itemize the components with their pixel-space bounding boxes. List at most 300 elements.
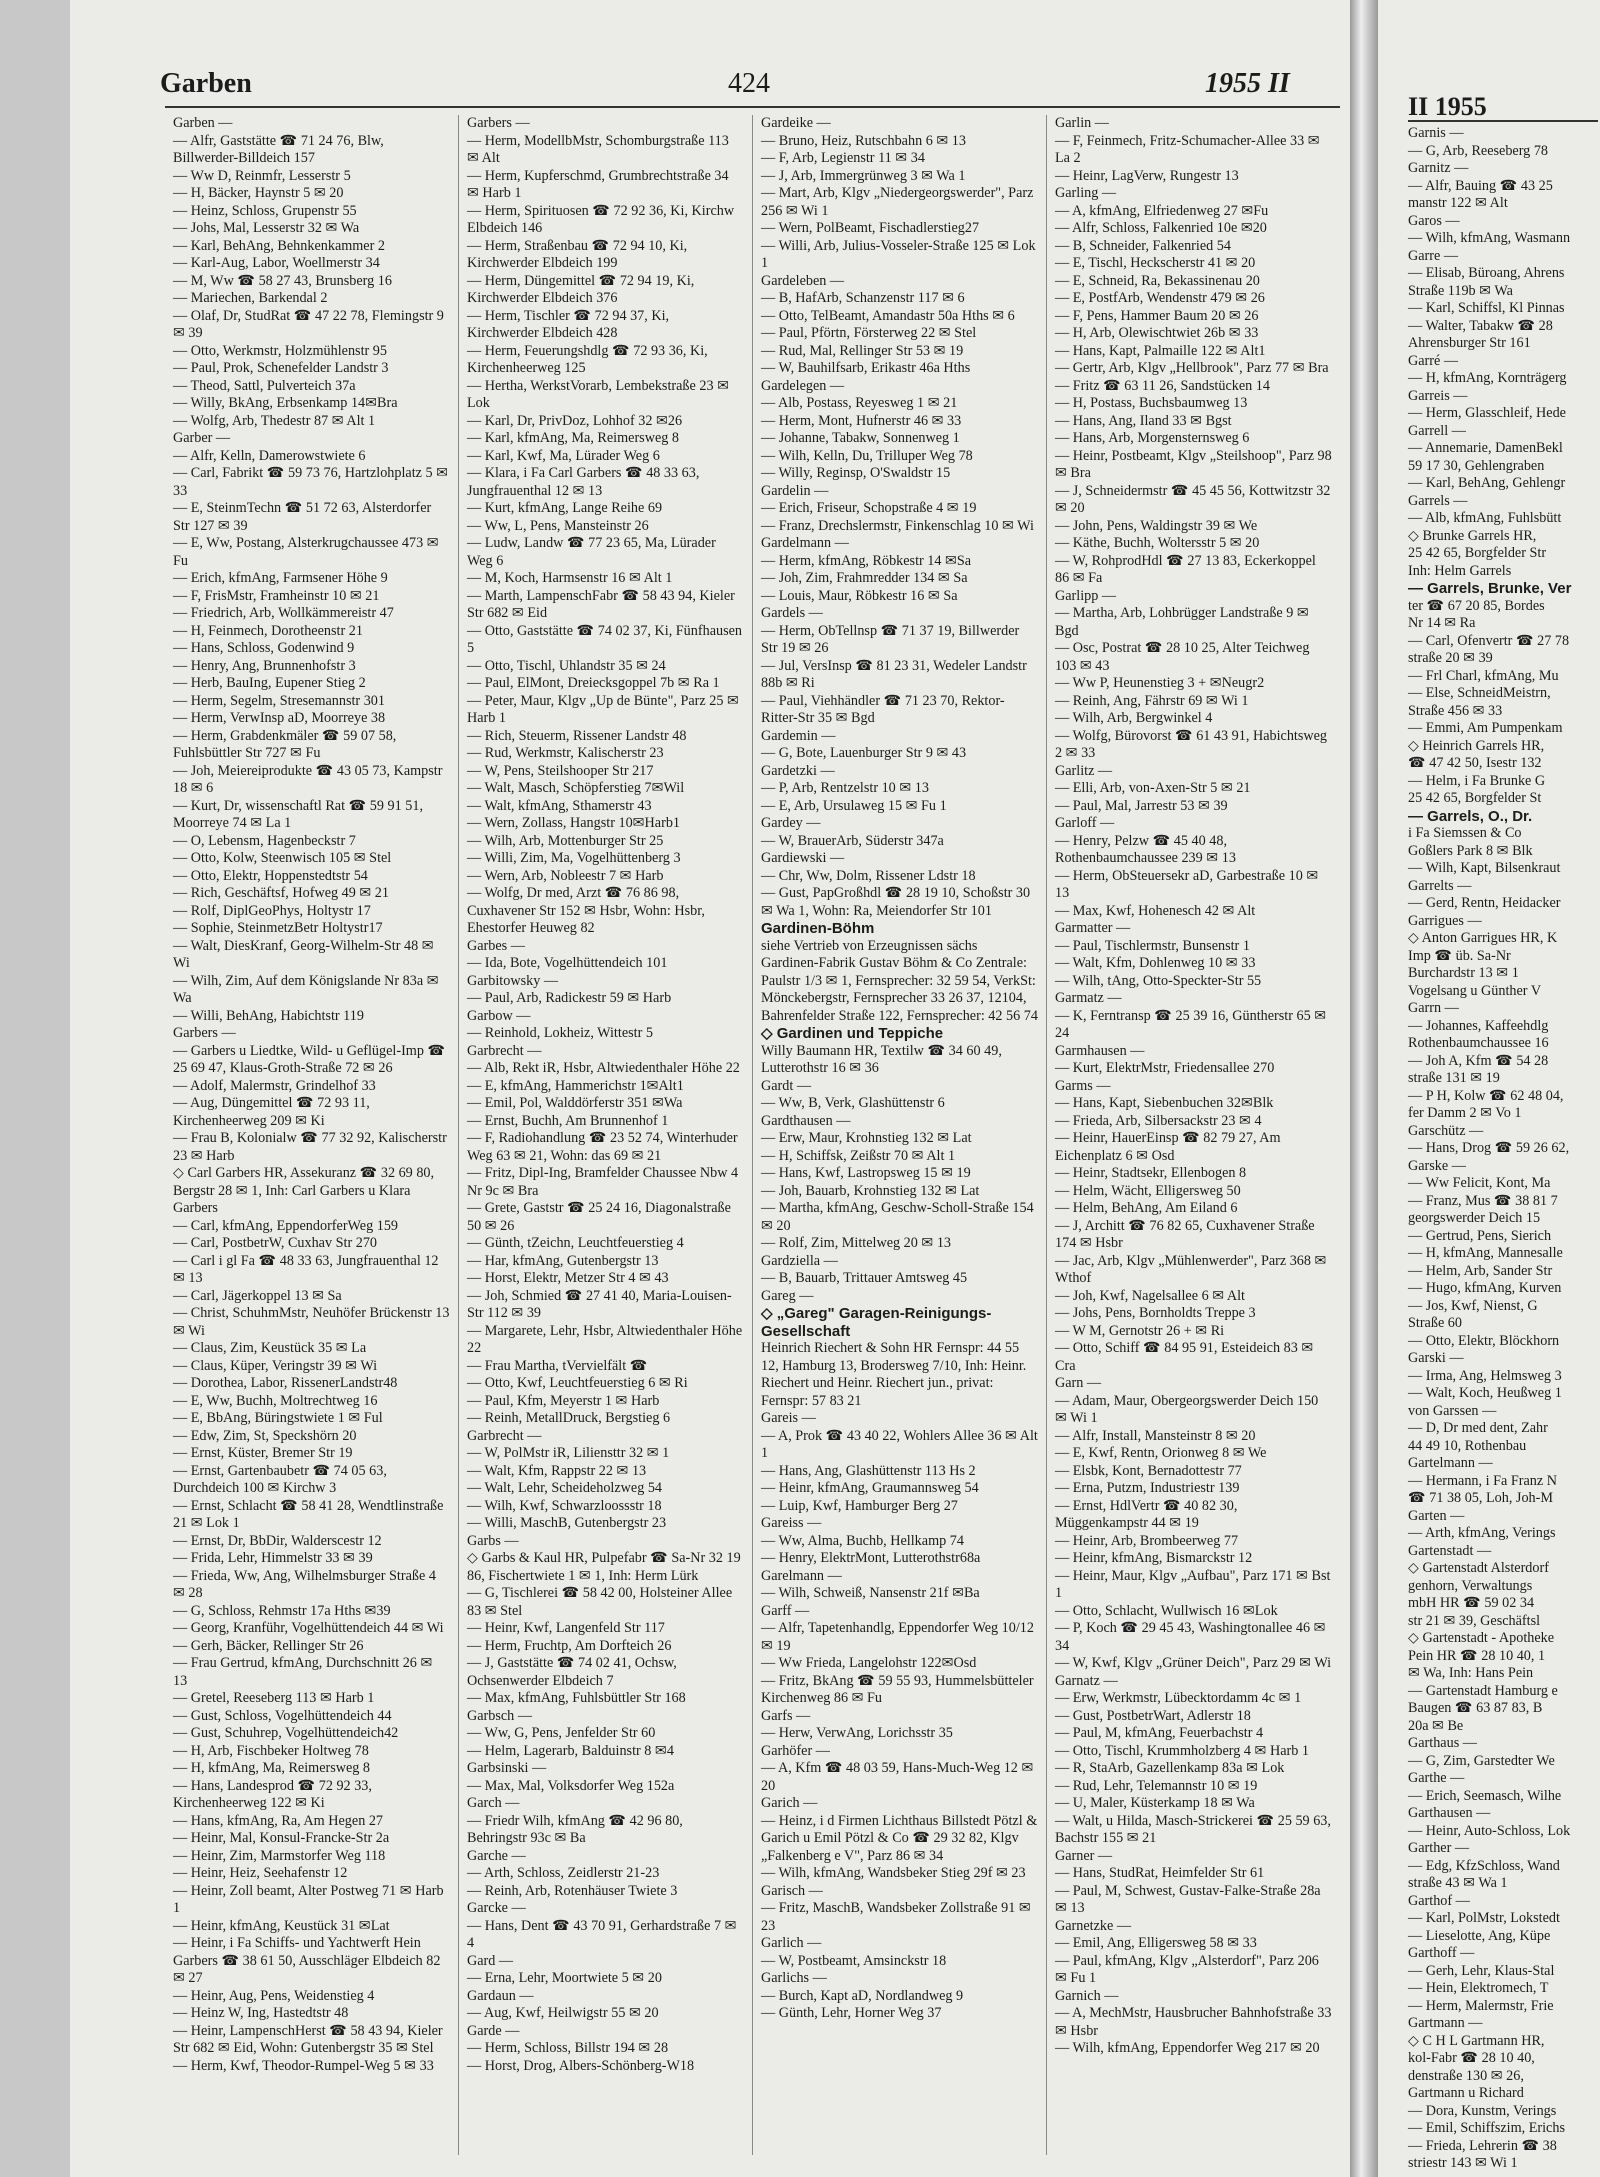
- facing-entry: Garthe —: [1408, 1770, 1465, 1786]
- facing-entry: 20a ✉ Be: [1408, 1717, 1464, 1734]
- facing-entry: mbH HR ☎ 59 02 34: [1408, 1595, 1535, 1611]
- directory-entry: — Otto, Tischl, Krummholzberg 4 ✉ Harb 1: [1055, 1742, 1309, 1759]
- directory-entry: Gard —: [467, 1952, 514, 1969]
- directory-entry: — Hans, Landesprod ☎ 72 92 33, Kirchenheerweg 122 ✉ Ki: [173, 1777, 372, 1811]
- directory-entry: — F, Feinmech, Fritz-Schumacher-Allee 33 ✉ La 2: [1055, 132, 1320, 166]
- facing-entry: Garthaus —: [1408, 1735, 1477, 1751]
- directory-entry: — F, Radiohandlung ☎ 23 52 74, Winterhuder Weg 63 ✉ 21, Wohn: das 69 ✉ 21: [467, 1130, 738, 1164]
- directory-entry: — Heinr, Stadtsekr, Ellenbogen 8: [1055, 1165, 1247, 1181]
- directory-entry: — Paul, Viehhändler ☎ 71 23 70, Rektor-Ritter-Str 35 ✉ Bgd: [761, 692, 1005, 726]
- facing-entry: — Dora, Kunstm, Verings: [1408, 2102, 1557, 2119]
- directory-entry: Gareiss —: [761, 1515, 822, 1531]
- directory-entry: — Herm, Straßenbau ☎ 72 94 10, Ki, Kirchwerder Elbdeich 199: [467, 237, 688, 271]
- directory-entry: — Margarete, Lehr, Hsbr, Altwiedenthaler Höhe 22: [467, 1322, 743, 1356]
- directory-entry: Gardziella —: [761, 1252, 838, 1269]
- directory-entry: Garbitowsky —: [467, 972, 559, 989]
- directory-entry: — Erna, Lehr, Moortwiete 5 ✉ 20: [467, 1970, 662, 1986]
- directory-entry: — A, MechMstr, Hausbrucher Bahnhofstraße 33 ✉ Hsbr: [1055, 2005, 1332, 2039]
- directory-entry: Garlichs —: [761, 1970, 827, 1986]
- facing-entry: ◇ Brunke Garrels HR,: [1408, 527, 1537, 544]
- directory-entry: Gardeleben —: [761, 272, 845, 289]
- directory-entry: — W, BrauerArb, Süderstr 347a: [761, 832, 944, 849]
- directory-entry: Garisch —: [761, 1882, 823, 1899]
- directory-entry: — Louis, Maur, Röbkestr 16 ✉ Sa: [761, 587, 958, 604]
- directory-entry: Garfs —: [761, 1707, 811, 1724]
- directory-entry: — Walt, Kfm, Rappstr 22 ✉ 13: [467, 1462, 647, 1479]
- directory-entry: — Elli, Arb, von-Axen-Str 5 ✉ 21: [1055, 780, 1251, 796]
- directory-entry: — Heinz, i d Firmen Lichthaus Billstedt Pötzl & Garich u Emil Pötzl & Co ☎ 29 32 82, Klgv „Falkenberg e V", Parz 86 ✉ 34: [761, 1812, 1038, 1864]
- directory-entry: — Otto, Schiff ☎ 84 95 91, Esteideich 83 ✉ Cra: [1055, 1340, 1314, 1374]
- facing-entry: Burchardstr 13 ✉ 1: [1408, 965, 1519, 981]
- directory-entry: — Wilh, Arb, Bergwinkel 4: [1055, 710, 1213, 726]
- directory-entry: — G, Tischlerei ☎ 58 42 00, Holsteiner Allee 83 ✉ Stel: [467, 1585, 733, 1619]
- directory-entry: Garn —: [1055, 1375, 1102, 1391]
- directory-entry: — Walt, u Hilda, Masch-Strickerei ☎ 25 59 63, Bachstr 155 ✉ 21: [1055, 1812, 1331, 1846]
- facing-entry: Straße 456 ✉ 33: [1408, 702, 1503, 719]
- directory-entry: — F, Arb, Legienstr 11 ✉ 34: [761, 150, 925, 166]
- directory-entry: — Helm, BehAng, Am Eiland 6: [1055, 1200, 1238, 1216]
- directory-entry: — W M, Gernotstr 26 + ✉ Ri: [1055, 1322, 1225, 1339]
- facing-entry: — Gartenstadt Hamburg e: [1408, 1682, 1558, 1699]
- directory-entry: — Herm, Düngemittel ☎ 72 94 19, Ki, Kirchwerder Elbdeich 376: [467, 272, 695, 306]
- directory-entry: — Sophie, SteinmetzBetr Holtystr17: [173, 920, 383, 936]
- directory-entry: — Hans, Kwf, Lastropsweg 15 ✉ 19: [761, 1165, 971, 1181]
- directory-entry: — Ernst, Küster, Bremer Str 19: [173, 1445, 353, 1461]
- directory-entry: — Erna, Putzm, Industriestr 139: [1055, 1480, 1240, 1496]
- directory-entry: — Herm, Spirituosen ☎ 72 92 36, Ki, Kirchw Elbdeich 146: [467, 202, 735, 236]
- directory-entry: — B, HafArb, Schanzenstr 117 ✉ 6: [761, 290, 965, 306]
- directory-entry: — Friedr Wilh, kfmAng ☎ 42 96 80, Behringstr 93c ✉ Ba: [467, 1812, 683, 1846]
- directory-entry: — Herb, BauIng, Eupener Stieg 2: [173, 675, 366, 691]
- directory-entry: — Ernst, Dr, BbDir, Walderscestr 12: [173, 1532, 382, 1549]
- directory-entry: — Henry, Pelzw ☎ 45 40 48, Rothenbaumchaussee 239 ✉ 13: [1055, 832, 1236, 866]
- directory-entry: — Wilh, kfmAng, Wandsbeker Stieg 29f ✉ 23: [761, 1865, 1026, 1881]
- directory-entry: — Martha, kfmAng, Geschw-Scholl-Straße 154 ✉ 20: [761, 1200, 1034, 1234]
- directory-entry: — Alb, Postass, Reyesweg 1 ✉ 21: [761, 395, 958, 411]
- directory-entry: — F, Pens, Hammer Baum 20 ✉ 26: [1055, 307, 1259, 324]
- facing-entry: — Gerd, Rentn, Heidacker: [1408, 895, 1561, 911]
- directory-entry: — Jac, Arb, Klgv „Mühlenwerder", Parz 368 ✉ Wthof: [1055, 1252, 1327, 1286]
- directory-entry: — Alfr, Tapetenhandlg, Eppendorfer Weg 10/12 ✉ 19: [761, 1620, 1034, 1654]
- directory-entry: Garnich —: [1055, 1987, 1119, 2004]
- directory-entry: — Emil, Ang, Elligersweg 58 ✉ 33: [1055, 1935, 1257, 1951]
- directory-entry: — Erw, Werkmstr, Lübecktordamm 4c ✉ 1: [1055, 1690, 1302, 1706]
- directory-entry: — Heinr, Zoll beamt, Alter Postweg 71 ✉ Harb 1: [173, 1882, 444, 1916]
- facing-column: [1408, 125, 1598, 2173]
- directory-entry: — Helm, Wächt, Elligersweg 50: [1055, 1182, 1241, 1199]
- directory-entry: — Fritz, MaschB, Wandsbeker Zollstraße 91 ✉ 23: [761, 1900, 1031, 1934]
- directory-entry: — Christ, SchuhmMstr, Neuhöfer Brückenstr 13 ✉ Wi: [173, 1305, 450, 1339]
- directory-entry: — Paul, Tischlermstr, Bunsenstr 1: [1055, 937, 1250, 954]
- directory-entry: — Paul, Pförtn, Försterweg 22 ✉ Stel: [761, 325, 977, 341]
- directory-entry: — Erw, Maur, Krohnstieg 132 ✉ Lat: [761, 1130, 972, 1146]
- facing-entry: ◇ Gartenstadt Alsterdorf: [1408, 1560, 1549, 1576]
- directory-entry: — Reinh, Ang, Fährstr 69 ✉ Wi 1: [1055, 692, 1249, 709]
- directory-entry: Garlin —: [1055, 115, 1109, 131]
- facing-entry: Garthof —: [1408, 1892, 1470, 1909]
- directory-entry: — Ww Frieda, Langelohstr 122✉Osd: [761, 1655, 977, 1671]
- directory-entry: — Karl, BehAng, Behnkenkammer 2: [173, 237, 385, 254]
- directory-entry: Garlipp —: [1055, 587, 1117, 604]
- directory-entry: — Ernst, Schlacht ☎ 58 41 28, Wendtlinstraße 21 ✉ Lok 1: [173, 1497, 444, 1531]
- directory-entry: — Rolf, DiplGeoPhys, Holtystr 17: [173, 902, 371, 919]
- directory-entry: — Hans, Arb, Morgensternsweg 6: [1055, 430, 1250, 446]
- directory-entry: Gardt —: [761, 1077, 812, 1094]
- directory-entry: — P, Koch ☎ 29 45 43, Washingtonallee 46 ✉ 34: [1055, 1620, 1326, 1654]
- directory-entry: — Wilh, Arb, Mottenburger Str 25: [467, 832, 664, 849]
- facing-header-rule: [1408, 120, 1598, 122]
- directory-entry: — Hertha, WerkstVorarb, Lembekstraße 23 ✉ Lok: [467, 377, 729, 411]
- directory-entry: Garche —: [467, 1847, 526, 1864]
- directory-entry: — E, Ww, Postang, Alsterkrugchaussee 473 ✉ Fu: [173, 535, 439, 569]
- directory-entry: — Frau Gertrud, kfmAng, Durchschnitt 26 ✉ 13: [173, 1655, 433, 1689]
- directory-entry: — Grete, Gaststr ☎ 25 24 16, Diagonalstraße 50 ✉ 26: [467, 1200, 731, 1234]
- directory-entry: — Chr, Ww, Dolm, Rissener Ldstr 18: [761, 867, 976, 884]
- directory-entry: — Heinr, Aug, Pens, Weidenstieg 4: [173, 1987, 375, 2004]
- directory-entry: — Alfr, Install, Mansteinstr 8 ✉ 20: [1055, 1427, 1256, 1444]
- directory-entry: — Alb, Rekt iR, Hsbr, Altwiedenthaler Höhe 22: [467, 1060, 740, 1076]
- directory-entry: Garmhausen —: [1055, 1042, 1145, 1059]
- facing-entry: Garrels —: [1408, 492, 1468, 509]
- facing-entry: Garschütz —: [1408, 1122, 1484, 1139]
- facing-entry: — Emil, Schiffszim, Erichs: [1408, 2120, 1565, 2136]
- directory-entry: ◇ „Gareg" Garagen-Reinigungs-Gesellschaft: [761, 1305, 992, 1340]
- directory-entry: — Frida, Lehr, Himmelstr 33 ✉ 39: [173, 1550, 373, 1566]
- directory-entry: — W, Pens, Steilshooper Str 217: [467, 762, 654, 779]
- directory-entry: — Heinr, Mal, Konsul-Francke-Str 2a: [173, 1830, 390, 1846]
- scan-left-edge: [0, 0, 70, 2177]
- directory-entry: — Erich, kfmAng, Farmsener Höhe 9: [173, 570, 388, 586]
- facing-entry: Rothenbaumchaussee 16: [1408, 1035, 1549, 1051]
- facing-page: [1378, 0, 1600, 2177]
- facing-entry: Garrn —: [1408, 1000, 1459, 1016]
- directory-entry: — Hans, Kapt, Palmaille 122 ✉ Alt1: [1055, 342, 1266, 359]
- directory-entry: — Herm, Tischler ☎ 72 94 37, Ki, Kirchwerder Elbdeich 428: [467, 307, 670, 341]
- directory-entry: — Otto, Gaststätte ☎ 74 02 37, Ki, Fünfhausen 5: [467, 622, 742, 656]
- directory-entry: — G, Schloss, Rehmstr 17a Hths ✉39: [173, 1602, 391, 1619]
- directory-entry: Garner —: [1055, 1847, 1113, 1864]
- facing-entry: denstraße 130 ✉ 26,: [1408, 2067, 1524, 2084]
- directory-entry: — Klara, i Fa Carl Garbers ☎ 48 33 63, Jungfrauenthal 12 ✉ 13: [467, 465, 700, 499]
- facing-entry: — Elisab, Büroang, Ahrens: [1408, 265, 1565, 281]
- directory-entry: — Johs, Mal, Lesserstr 32 ✉ Wa: [173, 220, 360, 236]
- facing-entry: — H, kfmAng, Mannesalle: [1408, 1245, 1563, 1261]
- directory-entry: — Rud, Werkmstr, Kalischerstr 23: [467, 745, 664, 761]
- facing-entry: Baugen ☎ 63 87 83, B: [1408, 1700, 1543, 1716]
- facing-entry: von Garssen —: [1408, 1402, 1497, 1419]
- directory-entry: — Hans, Schloss, Godenwind 9: [173, 640, 355, 656]
- directory-entry: Gardthausen —: [761, 1112, 851, 1129]
- directory-entry: ◇ Gardinen und Teppiche: [761, 1025, 944, 1042]
- directory-entry: — Paul, M, kfmAng, Feuerbachstr 4: [1055, 1725, 1264, 1741]
- directory-entry: — Hans, Ang, Glashüttenstr 113 Hs 2: [761, 1462, 976, 1479]
- directory-entry: — E, PostfArb, Wendenstr 479 ✉ 26: [1055, 290, 1265, 306]
- directory-entry: — E, SteinmTechn ☎ 51 72 63, Alsterdorfer Str 127 ✉ 39: [173, 500, 432, 534]
- directory-entry: Garbsch —: [467, 1707, 533, 1724]
- facing-entry: genhorn, Verwaltungs: [1408, 1577, 1533, 1594]
- directory-entry: — Wilh, Kwf, Schwarzloossstr 18: [467, 1497, 662, 1514]
- facing-entry: georgswerder Deich 15: [1408, 1210, 1541, 1226]
- directory-entry: — Garbers u Liedtke, Wild- u Geflügel-Imp ☎ 25 69 47, Klaus-Groth-Straße 72 ✉ 26: [173, 1042, 446, 1076]
- directory-entry: — Elsbk, Kont, Bernadottestr 77: [1055, 1462, 1242, 1479]
- facing-entry: — Garrels, O., Dr.: [1408, 807, 1533, 825]
- directory-entry: Willy Baumann HR, Textilw ☎ 34 60 49, Lutterothstr 16 ✉ 36: [761, 1042, 1002, 1076]
- facing-entry: — Herm, Malermstr, Frie: [1408, 1997, 1554, 2014]
- directory-entry: ◇ Carl Garbers HR, Assekuranz ☎ 32 69 80, Bergstr 28 ✉ 1, Inh: Carl Garbers u Klara Garbers: [173, 1165, 435, 1216]
- directory-entry: — W, Postbeamt, Amsinckstr 18: [761, 1952, 947, 1969]
- directory-entry: — Henry, ElektrMont, Lutterothstr68a: [761, 1550, 981, 1566]
- facing-entry: — Arth, kfmAng, Verings: [1408, 1525, 1556, 1541]
- facing-entry: — Garrels, Brunke, Ver: [1408, 580, 1572, 597]
- directory-entry: Garich —: [761, 1795, 818, 1811]
- directory-entry: — Wolfg, Arb, Thedestr 87 ✉ Alt 1: [173, 412, 376, 429]
- directory-entry: — Herm, Kwf, Theodor-Rumpel-Weg 5 ✉ 33: [173, 2057, 434, 2074]
- directory-entry: — E, BbAng, Büringstwiete 1 ✉ Ful: [173, 1410, 383, 1426]
- directory-entry: — Peter, Maur, Klgv „Up de Bünte", Parz 25 ✉ Harb 1: [467, 692, 739, 726]
- facing-entry: — Hans, Drog ☎ 59 26 62,: [1408, 1140, 1570, 1156]
- directory-entry: — Heinr, kfmAng, Bismarckstr 12: [1055, 1550, 1253, 1566]
- directory-entry: Gardelmann —: [761, 535, 849, 551]
- directory-entry: — Ernst, Buchh, Am Brunnenhof 1: [467, 1112, 669, 1129]
- directory-entry: — Dorothea, Labor, RissenerLandstr48: [173, 1375, 398, 1391]
- directory-entry: — Herm, Grabdenkmäler ☎ 59 07 58, Fuhlsbüttler Str 727 ✉ Fu: [173, 727, 397, 761]
- facing-entry: straße 20 ✉ 39: [1408, 650, 1493, 666]
- directory-entry: — Aug, Düngemittel ☎ 72 93 11, Kirchenheerweg 209 ✉ Ki: [173, 1095, 370, 1129]
- directory-entry: — Heinr, HauerEinsp ☎ 82 79 27, Am Eichenplatz 6 ✉ Osd: [1055, 1130, 1281, 1164]
- directory-entry: — Heinr, LampenschHerst ☎ 58 43 94, Kieler Str 682 ✉ Eid, Wohn: Gutenbergstr 35 ✉ Stel: [173, 2022, 443, 2056]
- directory-entry: siehe Vertrieb von Erzeugnissen sächs Gardinen-Fabrik Gustav Böhm & Co Zentrale: Paulstr 1/3 ✉ 1, Fernsprecher: 32 59 54, VerkSt: Mönckebergstr, Fernsprecher 33 26 37, 12104, Bahrenfelder Straße 122, Fernsprecher: 42 56 74: [761, 937, 1038, 1024]
- directory-entry: — Joh, Schmied ☎ 27 41 40, Maria-Louisen-Str 112 ✉ 39: [467, 1287, 732, 1321]
- facing-entry: Inh: Helm Garrels: [1408, 562, 1512, 579]
- directory-entry: — Wern, Arb, Nobleestr 7 ✉ Harb: [467, 867, 664, 884]
- directory-entry: — Luip, Kwf, Hamburger Berg 27: [761, 1497, 958, 1514]
- facing-entry: — Gertrud, Pens, Sierich: [1408, 1227, 1552, 1244]
- directory-entry: — H, kfmAng, Ma, Reimersweg 8: [173, 1760, 371, 1776]
- directory-entry: — Gust, Schloss, Vogelhüttendeich 44: [173, 1707, 392, 1724]
- directory-entry: Garmatz —: [1055, 990, 1122, 1006]
- directory-entry: — Carl, PostbetrW, Cuxhav Str 270: [173, 1235, 378, 1251]
- directory-entry: — P, Arb, Rentzelstr 10 ✉ 13: [761, 780, 929, 796]
- directory-entry: — Paul, ElMont, Dreiecksgoppel 7b ✉ Ra 1: [467, 675, 720, 691]
- directory-entry: Garelmann —: [761, 1567, 842, 1584]
- facing-entry: — Else, SchneidMeistrn,: [1408, 685, 1551, 701]
- directory-entry: — Joh, Meiereiprodukte ☎ 43 05 73, Kampstr 18 ✉ 6: [173, 762, 443, 796]
- directory-entry: — U, Maler, Küsterkamp 18 ✉ Wa: [1055, 1795, 1255, 1811]
- facing-page-head: II 1955: [1408, 92, 1487, 121]
- directory-entry: — G, Bote, Lauenburger Str 9 ✉ 43: [761, 745, 967, 761]
- directory-entry: — Willi, MaschB, Gutenbergstr 23: [467, 1515, 667, 1531]
- directory-entry: — Ww, Alma, Buchb, Hellkamp 74: [761, 1532, 964, 1549]
- directory-entry: Gardinen-Böhm: [761, 920, 875, 937]
- facing-entry: Garske —: [1408, 1157, 1466, 1174]
- directory-entry: Garff —: [761, 1602, 810, 1619]
- directory-entry: — Hans, Ang, Iland 33 ✉ Bgst: [1055, 412, 1232, 429]
- directory-entry: — Karl, Kwf, Ma, Lürader Weg 6: [467, 447, 660, 464]
- directory-entry: — H, Arb, Fischbeker Holtweg 78: [173, 1742, 369, 1759]
- directory-entry: — E, Kwf, Rentn, Orionweg 8 ✉ We: [1055, 1445, 1267, 1461]
- facing-entry: — Herm, Glasschleif, Hede: [1408, 405, 1566, 421]
- header-rule: [165, 106, 1340, 108]
- page-number: 424: [728, 68, 770, 99]
- directory-entry: Gardey —: [761, 815, 821, 831]
- directory-entry: Gardeike —: [761, 115, 831, 131]
- directory-entry: — Olaf, Dr, StudRat ☎ 47 22 78, Flemingstr 9 ✉ 39: [173, 307, 444, 341]
- directory-entry: — Rud, Mal, Rellinger Str 53 ✉ 19: [761, 342, 964, 359]
- directory-entry: — Herm, Kupferschmd, Grumbrechtstraße 34 ✉ Harb 1: [467, 167, 729, 201]
- column-1: [165, 115, 459, 2155]
- facing-entry: fer Damm 2 ✉ Vo 1: [1408, 1105, 1522, 1121]
- directory-entry: — Rolf, Zim, Mittelweg 20 ✉ 13: [761, 1235, 952, 1251]
- directory-entry: Garbers —: [173, 1025, 236, 1041]
- facing-entry: — Johannes, Kaffeehdlg: [1408, 1017, 1549, 1034]
- directory-entry: — Reinh, MetallDruck, Bergstieg 6: [467, 1410, 671, 1426]
- facing-entry: Imp ☎ üb. Sa-Nr: [1408, 947, 1511, 964]
- facing-entry: 25 42 65, Borgfelder Str: [1408, 545, 1547, 561]
- facing-entry: Goßlers Park 8 ✉ Blk: [1408, 842, 1533, 859]
- directory-entry: — Otto, Elektr, Hoppenstedtstr 54: [173, 867, 368, 884]
- directory-entry: Gardelegen —: [761, 377, 845, 394]
- directory-entry: — Walt, Masch, Schöpferstieg 7✉Wil: [467, 780, 685, 796]
- directory-entry: Garbsinski —: [467, 1760, 547, 1776]
- directory-entry: — Carl, kfmAng, EppendorferWeg 159: [173, 1217, 399, 1234]
- directory-entry: — Reinh, Arb, Rotenhäuser Twiete 3: [467, 1882, 678, 1899]
- directory-entry: — A, Kfm ☎ 48 03 59, Hans-Much-Weg 12 ✉ 20: [761, 1760, 1034, 1794]
- facing-entry: Garthoff —: [1408, 1945, 1475, 1961]
- directory-entry: — Otto, Schlacht, Wullwisch 16 ✉Lok: [1055, 1602, 1278, 1619]
- directory-entry: — Paul, M, Schwest, Gustav-Falke-Straße 28a ✉ 13: [1055, 1882, 1321, 1916]
- facing-entry: — Alb, kfmAng, Fuhlsbütt: [1408, 510, 1562, 526]
- facing-entry: Garrigues —: [1408, 912, 1482, 929]
- directory-entry: — Joh, Bauarb, Krohnstieg 132 ✉ Lat: [761, 1182, 980, 1199]
- facing-entry: Garnitz —: [1408, 160, 1469, 176]
- directory-entry: — Frieda, Ww, Ang, Wilhelmsburger Straße 4 ✉ 28: [173, 1567, 436, 1601]
- directory-entry: — B, Bauarb, Trittauer Amtsweg 45: [761, 1270, 968, 1286]
- directory-entry: — Walt, Kfm, Dohlenweg 10 ✉ 33: [1055, 955, 1256, 971]
- facing-entry: — Hugo, kfmAng, Kurven: [1408, 1280, 1562, 1296]
- directory-entry: — Karl-Aug, Labor, Woellmerstr 34: [173, 255, 380, 271]
- directory-entry: — Ww D, Reinmfr, Lesserstr 5: [173, 167, 351, 184]
- directory-entry: — H, Bäcker, Haynstr 5 ✉ 20: [173, 185, 344, 201]
- directory-entry: — Joh, Zim, Frahmredder 134 ✉ Sa: [761, 570, 968, 586]
- directory-entry: — Aug, Kwf, Heilwigstr 55 ✉ 20: [467, 2005, 659, 2021]
- facing-entry: — Helm, Arb, Sander Str: [1408, 1262, 1553, 1279]
- directory-entry: — Herm, ModellbMstr, Schomburgstraße 113 ✉ Alt: [467, 132, 729, 166]
- directory-entry: Gardels —: [761, 605, 823, 621]
- facing-entry: — Heinr, Auto-Schloss, Lok: [1408, 1822, 1571, 1839]
- directory-entry: — Horst, Drog, Albers-Schönberg-W18: [467, 2057, 695, 2074]
- directory-entry: — Herm, Fruchtp, Am Dorfteich 26: [467, 1637, 672, 1654]
- directory-entry: — Heinr, Heiz, Seehafenstr 12: [173, 1865, 348, 1881]
- directory-entry: Garbs —: [467, 1532, 519, 1549]
- facing-entry: Garreis —: [1408, 387, 1468, 404]
- directory-entry: — Frau B, Kolonialw ☎ 77 32 92, Kalischerstr 23 ✉ Harb: [173, 1130, 447, 1164]
- directory-entry: — Herw, VerwAng, Lorichsstr 35: [761, 1725, 953, 1741]
- directory-entry: — Heinr, Postbeamt, Klgv „Steilshoop", Parz 98 ✉ Bra: [1055, 447, 1332, 481]
- directory-entry: — Osc, Postrat ☎ 28 10 25, Alter Teichweg 103 ✉ 43: [1055, 640, 1310, 674]
- facing-entry: Gartelmann —: [1408, 1455, 1493, 1471]
- directory-entry: — Willi, BehAng, Habichtstr 119: [173, 1007, 364, 1024]
- facing-entry: Garten —: [1408, 1507, 1465, 1524]
- directory-entry: — Herm, Feuerungshdlg ☎ 72 93 36, Ki, Kirchenheerweg 125: [467, 342, 708, 376]
- directory-entry: — Ww, G, Pens, Jenfelder Str 60: [467, 1725, 656, 1741]
- directory-entry: — Ludw, Landw ☎ 77 23 65, Ma, Lürader Weg 6: [467, 535, 716, 569]
- directory-entry: — Heinr, LagVerw, Rungestr 13: [1055, 167, 1239, 184]
- directory-entry: — Edw, Zim, St, Speckshörn 20: [173, 1427, 357, 1444]
- directory-entry: — Herm, Mont, Hufnerstr 46 ✉ 33: [761, 412, 962, 429]
- directory-entry: — Otto, Kolw, Steenwisch 105 ✉ Stel: [173, 850, 392, 866]
- directory-entry: — Frieda, Arb, Silbersackstr 23 ✉ 4: [1055, 1112, 1262, 1129]
- directory-entry: — Paul, Prok, Schenefelder Landstr 3: [173, 360, 389, 376]
- facing-entry: str 21 ✉ 39, Geschäftsl: [1408, 1612, 1541, 1629]
- directory-entry: — Horst, Elektr, Metzer Str 4 ✉ 43: [467, 1270, 669, 1286]
- directory-entry: — E, Tischl, Heckscherstr 41 ✉ 20: [1055, 255, 1256, 271]
- facing-entry: manstr 122 ✉ Alt: [1408, 195, 1508, 211]
- facing-entry: — Wilh, kfmAng, Wasmann: [1408, 230, 1571, 246]
- facing-entry: — Alfr, Bauing ☎ 43 25: [1408, 177, 1553, 194]
- directory-entry: Garch —: [467, 1795, 520, 1811]
- directory-entry: Garhöfer —: [761, 1742, 830, 1759]
- directory-entry: — Joh, Kwf, Nagelsallee 6 ✉ Alt: [1055, 1287, 1245, 1304]
- facing-entry: ◇ Anton Garrigues HR, K: [1408, 930, 1558, 946]
- directory-entry: — Har, kfmAng, Gutenbergstr 13: [467, 1252, 659, 1269]
- directory-entry: — A, kfmAng, Elfriedenweg 27 ✉Fu: [1055, 202, 1269, 219]
- directory-entry: — Claus, Küper, Veringstr 39 ✉ Wi: [173, 1357, 378, 1374]
- facing-entry: — Franz, Mus ☎ 38 81 7: [1408, 1192, 1558, 1209]
- directory-entry: — Günth, Lehr, Horner Weg 37: [761, 2005, 942, 2021]
- running-head-right: 1955 II: [1205, 68, 1290, 99]
- facing-entry: Garrelts —: [1408, 877, 1472, 894]
- directory-entry: — Fritz, Dipl-Ing, Bramfelder Chaussee Nbw 4 Nr 9c ✉ Bra: [467, 1165, 739, 1199]
- directory-entry: Garcke —: [467, 1900, 526, 1916]
- directory-entry: — Ida, Bote, Vogelhüttendeich 101: [467, 955, 668, 971]
- directory-entry: — Otto, Kwf, Leuchtfeuerstieg 6 ✉ Ri: [467, 1375, 688, 1391]
- directory-entry: — Martha, Arb, Lohbrügger Landstraße 9 ✉ Bgd: [1055, 605, 1309, 639]
- facing-entry: — Irma, Ang, Helmsweg 3: [1408, 1367, 1562, 1384]
- facing-entry: Nr 14 ✉ Ra: [1408, 615, 1476, 631]
- column-2: [459, 115, 753, 2155]
- directory-entry: — Hans, Kapt, Siebenbuchen 32✉Blk: [1055, 1095, 1274, 1111]
- directory-entry: Garlich —: [761, 1935, 822, 1951]
- running-head-left: Garben: [160, 68, 252, 99]
- directory-entry: — Herm, VerwInsp aD, Moorreye 38: [173, 710, 386, 726]
- directory-entry: — Gust, PapGroßhdl ☎ 28 19 10, Schoßstr 30 ✉ Wa 1, Wohn: Ra, Meiendorfer Str 101: [761, 885, 1031, 919]
- directory-entry: — Ww, L, Pens, Mansteinstr 26: [467, 517, 649, 534]
- directory-entry: — E, Schneid, Ra, Bekassinenau 20: [1055, 272, 1260, 289]
- directory-entry: — Kurt, kfmAng, Lange Reihe 69: [467, 500, 663, 516]
- facing-entry: Garos —: [1408, 212, 1460, 229]
- facing-entry: — H, kfmAng, Kornträgerg: [1408, 370, 1567, 386]
- directory-entry: — Heinr, Arb, Brombeerweg 77: [1055, 1532, 1239, 1549]
- directory-entry: — Walt, DiesKranf, Georg-Wilhelm-Str 48 ✉ Wi: [173, 937, 434, 971]
- directory-entry: Garbers —: [467, 115, 530, 131]
- directory-entry: — R, StaArb, Gazellenkamp 83a ✉ Lok: [1055, 1760, 1285, 1776]
- facing-entry: — Hermann, i Fa Franz N: [1408, 1472, 1557, 1489]
- directory-entry: — E, kfmAng, Hammerichstr 1✉Alt1: [467, 1077, 684, 1094]
- facing-entry: Garrell —: [1408, 422, 1466, 439]
- directory-entry: — Claus, Zim, Keustück 35 ✉ La: [173, 1340, 367, 1356]
- directory-entry: — Mariechen, Barkendal 2: [173, 290, 328, 306]
- directory-entry: — Willi, Zim, Ma, Vogelhüttenberg 3: [467, 850, 681, 866]
- directory-entry: Garloff —: [1055, 815, 1115, 831]
- directory-entry: Garling —: [1055, 185, 1117, 201]
- directory-entry: — Paul, kfmAng, Klgv „Alsterdorf", Parz 206 ✉ Fu 1: [1055, 1952, 1319, 1986]
- directory-entry: — Henry, Ang, Brunnenhofstr 3: [173, 657, 356, 674]
- facing-entry: — Walter, Tabakw ☎ 28: [1408, 317, 1553, 334]
- directory-entry: — Carl, Jägerkoppel 13 ✉ Sa: [173, 1287, 342, 1304]
- facing-entry: — G, Arb, Reeseberg 78: [1408, 142, 1549, 159]
- directory-entry: — Karl, Dr, PrivDoz, Lohhof 32 ✉26: [467, 412, 683, 429]
- directory-entry: — H, Arb, Olewischtwiet 26b ✉ 33: [1055, 325, 1259, 341]
